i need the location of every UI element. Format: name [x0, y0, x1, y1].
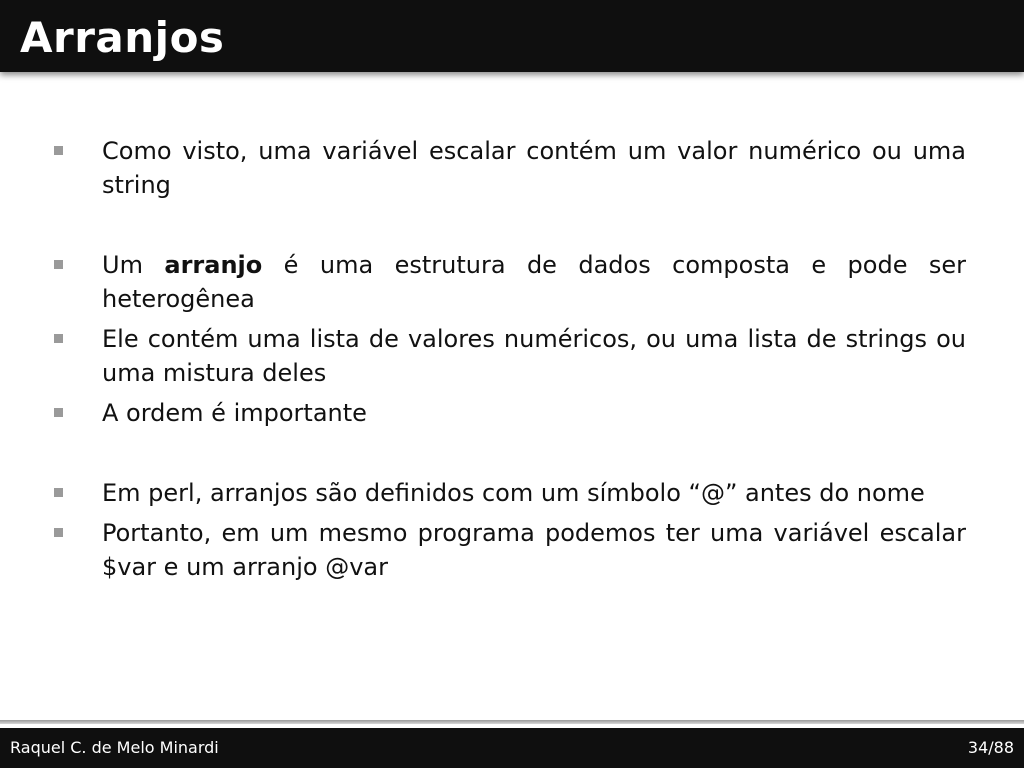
square-bullet-icon	[54, 528, 63, 537]
bullet-text: Em perl, arranjos são definidos com um símbolo “@” antes do nome	[102, 479, 925, 507]
square-bullet-icon	[54, 260, 63, 269]
bullet-text: A ordem é importante	[102, 399, 367, 427]
bullet-text-before: Um	[102, 251, 165, 279]
slide-title: Arranjos	[20, 13, 225, 62]
footer-author: Raquel C. de Melo Minardi	[10, 738, 219, 757]
square-bullet-icon	[54, 334, 63, 343]
bullet-text-after: é uma estrutura de dados composta e pode ser heterogênea	[102, 251, 967, 313]
bullet-item	[52, 134, 966, 202]
bullet-item	[52, 248, 966, 316]
bullet-item	[52, 396, 966, 430]
footer-divider	[0, 720, 1024, 724]
square-bullet-icon	[54, 146, 63, 155]
square-bullet-icon	[54, 408, 63, 417]
footer-bar	[0, 728, 1024, 768]
bullet-text	[102, 251, 966, 313]
bullet-text: Ele contém uma lista de valores numéricos, ou uma lista de strings ou uma mistura deles	[102, 325, 966, 387]
bullet-item	[52, 322, 966, 390]
slide-content	[52, 134, 966, 584]
title-bar	[0, 0, 1024, 72]
bullet-item	[52, 516, 966, 584]
page-number: 34/88	[967, 738, 1014, 757]
bullet-text: Como visto, uma variável escalar contém um valor numérico ou uma string	[102, 137, 966, 199]
bullet-text: Portanto, em um mesmo programa podemos ter uma variável escalar $var e um arranjo @var	[102, 519, 966, 581]
square-bullet-icon	[54, 488, 63, 497]
bullet-text-bold: arranjo	[164, 251, 263, 279]
bullet-item	[52, 476, 966, 510]
